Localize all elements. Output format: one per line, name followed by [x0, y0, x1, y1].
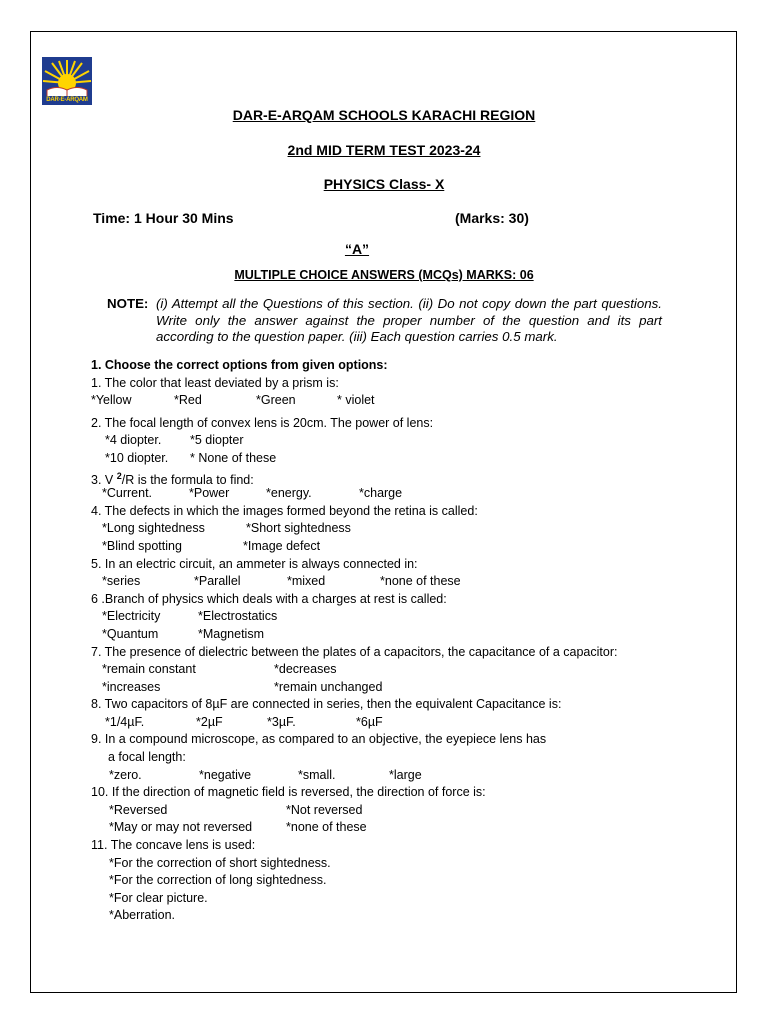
- option: *6µF: [356, 714, 383, 729]
- option: *10 diopter.: [105, 450, 169, 465]
- option: *Green: [256, 393, 296, 408]
- option: *negative: [199, 767, 252, 782]
- subject-title: PHYSICS Class- X: [323, 176, 445, 192]
- question-9-continued: a focal length:: [108, 750, 186, 765]
- option: *remain constant: [102, 662, 196, 677]
- question-3-options: [91, 485, 617, 503]
- option: *none of these: [380, 574, 461, 589]
- question-10-options-row-2: [91, 819, 617, 837]
- option: *Electrostatics: [198, 609, 278, 624]
- option: *Power: [189, 486, 230, 501]
- question-4-options-row-2: [91, 538, 617, 556]
- note-text: (i) Attempt all the Questions of this section. (ii) Do not copy down the part questions. Write only the answer against the proper number of the question and its part according to the question paper. (iii) Each question carries 0.5 mark.: [156, 296, 662, 344]
- option: *Aberration.: [109, 908, 176, 923]
- school-logo: [42, 57, 92, 105]
- question-2: 2. The focal length of convex lens is 20cm. The power of lens:: [91, 415, 434, 430]
- section-heading: MULTIPLE CHOICE ANSWERS (MCQs) MARKS: 06: [234, 268, 534, 282]
- option: *small.: [298, 767, 336, 782]
- option: *May or may not reversed: [109, 820, 253, 835]
- questions-section: [91, 357, 617, 925]
- question-6: 6 .Branch of physics which deals with a charges at rest is called:: [91, 591, 447, 606]
- option: *charge: [359, 486, 403, 501]
- option: *5 diopter: [190, 433, 244, 448]
- option: *Short sightedness: [246, 521, 351, 536]
- option: *Long sightedness: [102, 521, 205, 536]
- option: *For clear picture.: [109, 890, 208, 905]
- school-title: DAR-E-ARQAM SCHOOLS KARACHI REGION: [232, 107, 536, 123]
- question-2-options-row-2: [91, 450, 617, 468]
- option: * None of these: [190, 450, 277, 465]
- option: *2µF: [196, 714, 223, 729]
- note-block: [107, 296, 662, 346]
- question-6-options-row-2: [91, 626, 617, 644]
- option: *Magnetism: [198, 626, 264, 641]
- time-label: Time: 1 Hour 30 Mins: [93, 210, 234, 226]
- option: *series: [102, 574, 141, 589]
- question-8: 8. Two capacitors of 8µF are connected in series, then the equivalent Capacitance is:: [91, 697, 562, 712]
- question-3: [91, 468, 617, 486]
- option: *4 diopter.: [105, 433, 162, 448]
- marks-label: (Marks: 30): [455, 210, 529, 226]
- question-5-options: [91, 573, 617, 591]
- question-10-options-row-1: [91, 802, 617, 820]
- question-11: 11. The concave lens is used:: [91, 838, 256, 853]
- option: *increases: [102, 679, 161, 694]
- option: *For the correction of long sightedness.: [109, 873, 327, 888]
- question-2-options-row-1: [91, 432, 617, 450]
- question-9-options: [91, 767, 617, 785]
- question-3-text-b: /R is the formula to find:: [121, 472, 254, 487]
- option: *Yellow: [91, 393, 132, 408]
- option: *zero.: [109, 767, 142, 782]
- question-8-options: [91, 714, 617, 732]
- option: *remain unchanged: [274, 679, 383, 694]
- question-3-text-a: 3. V: [91, 472, 117, 487]
- test-title: 2nd MID TERM TEST 2023-24: [287, 142, 481, 158]
- option: *Current.: [102, 486, 153, 501]
- question-1-options: [91, 392, 617, 410]
- option: *Quantum: [102, 626, 159, 641]
- option: *mixed: [287, 574, 326, 589]
- questions-heading: 1. Choose the correct options from given options:: [91, 358, 388, 372]
- question-1: 1. The color that least deviated by a prism is:: [91, 375, 339, 390]
- option: *For the correction of short sightedness.: [109, 855, 331, 870]
- question-7-options-row-1: [91, 661, 617, 679]
- logo-label: DAR-E-ARQAM: [42, 96, 92, 105]
- option: *none of these: [286, 820, 367, 835]
- option: * violet: [337, 393, 375, 408]
- option: *1/4µF.: [105, 714, 145, 729]
- option: *Image defect: [243, 538, 321, 553]
- question-7: 7. The presence of dielectric between the plates of a capacitors, the capacitance of a capacitor:: [91, 644, 618, 659]
- option: *3µF.: [267, 714, 296, 729]
- sun-book-icon: [42, 57, 92, 97]
- question-7-options-row-2: [91, 679, 617, 697]
- option: *Red: [174, 393, 202, 408]
- question-5: 5. In an electric circuit, an ammeter is always connected in:: [91, 556, 418, 571]
- option: *Blind spotting: [102, 538, 182, 553]
- option: *Parallel: [194, 574, 241, 589]
- section-label: “A”: [344, 241, 370, 257]
- option: *Not reversed: [286, 802, 363, 817]
- option: *Electricity: [102, 609, 161, 624]
- option: *Reversed: [109, 802, 168, 817]
- question-10: 10. If the direction of magnetic field is reversed, the direction of force is:: [91, 785, 486, 800]
- option: *energy.: [266, 486, 312, 501]
- question-3-superscript: 2: [116, 470, 122, 481]
- question-9: 9. In a compound microscope, as compared to an objective, the eyepiece lens has: [91, 732, 547, 747]
- option: *decreases: [274, 662, 337, 677]
- question-4-options-row-1: [91, 520, 617, 538]
- option: *large: [389, 767, 422, 782]
- note-label: NOTE:: [107, 296, 149, 311]
- question-6-options-row-1: [91, 608, 617, 626]
- question-4: 4. The defects in which the images formed beyond the retina is called:: [91, 503, 478, 518]
